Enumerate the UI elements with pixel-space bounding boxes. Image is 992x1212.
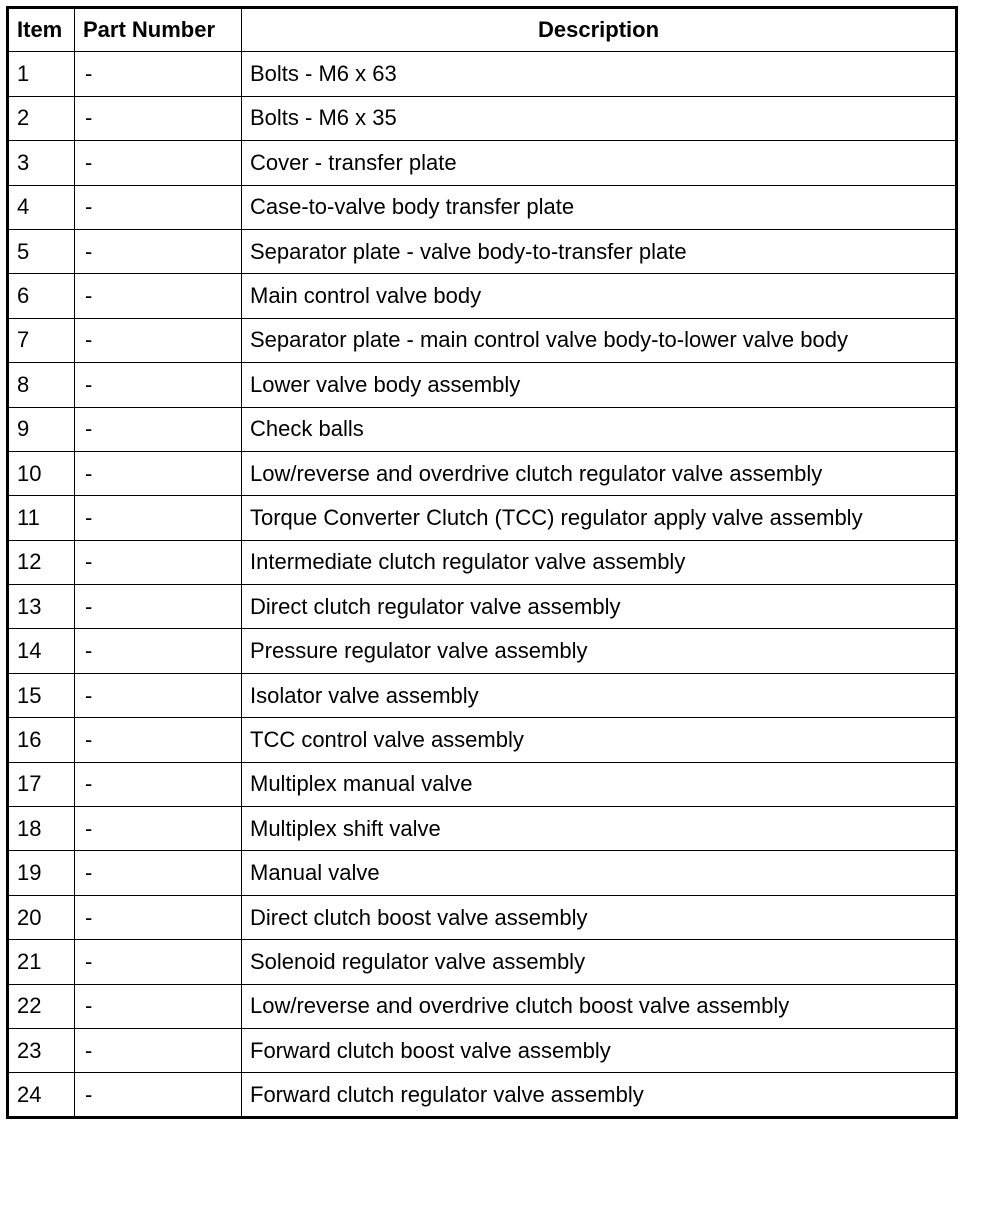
cell-item: 18 <box>8 807 75 851</box>
cell-description: Cover - transfer plate <box>242 141 957 185</box>
cell-item: 3 <box>8 141 75 185</box>
cell-part-number: - <box>75 496 242 540</box>
cell-description: Intermediate clutch regulator valve assembly <box>242 540 957 584</box>
cell-item: 2 <box>8 96 75 140</box>
cell-part-number: - <box>75 274 242 318</box>
cell-part-number: - <box>75 762 242 806</box>
cell-part-number: - <box>75 940 242 984</box>
cell-item: 10 <box>8 451 75 495</box>
cell-description: Forward clutch regulator valve assembly <box>242 1073 957 1117</box>
cell-part-number: - <box>75 718 242 762</box>
cell-item: 21 <box>8 940 75 984</box>
cell-item: 5 <box>8 229 75 273</box>
cell-item: 19 <box>8 851 75 895</box>
table-row <box>8 540 957 584</box>
cell-item: 7 <box>8 318 75 362</box>
cell-description: Isolator valve assembly <box>242 673 957 717</box>
cell-item: 22 <box>8 984 75 1028</box>
table-row <box>8 52 957 96</box>
cell-part-number: - <box>75 673 242 717</box>
cell-item: 8 <box>8 363 75 407</box>
table-row <box>8 141 957 185</box>
table-row <box>8 318 957 362</box>
cell-part-number: - <box>75 318 242 362</box>
cell-item: 16 <box>8 718 75 762</box>
cell-item: 23 <box>8 1028 75 1072</box>
cell-description: Bolts - M6 x 63 <box>242 52 957 96</box>
table-row <box>8 274 957 318</box>
cell-part-number: - <box>75 407 242 451</box>
table-row <box>8 984 957 1028</box>
cell-description: Low/reverse and overdrive clutch regulator valve assembly <box>242 451 957 495</box>
cell-description: Separator plate - main control valve body-to-lower valve body <box>242 318 957 362</box>
table-row <box>8 1028 957 1072</box>
cell-description: Forward clutch boost valve assembly <box>242 1028 957 1072</box>
cell-item: 20 <box>8 895 75 939</box>
cell-part-number: - <box>75 851 242 895</box>
table-row <box>8 673 957 717</box>
cell-description: Separator plate - valve body-to-transfer plate <box>242 229 957 273</box>
table-row <box>8 762 957 806</box>
cell-part-number: - <box>75 229 242 273</box>
cell-description: Main control valve body <box>242 274 957 318</box>
header-item: Item <box>8 8 75 52</box>
header-description: Description <box>242 8 957 52</box>
cell-description: Lower valve body assembly <box>242 363 957 407</box>
cell-part-number: - <box>75 984 242 1028</box>
cell-item: 13 <box>8 585 75 629</box>
cell-description: TCC control valve assembly <box>242 718 957 762</box>
cell-item: 14 <box>8 629 75 673</box>
table-row <box>8 451 957 495</box>
cell-description: Low/reverse and overdrive clutch boost valve assembly <box>242 984 957 1028</box>
cell-item: 24 <box>8 1073 75 1117</box>
cell-description: Case-to-valve body transfer plate <box>242 185 957 229</box>
cell-part-number: - <box>75 141 242 185</box>
table-body <box>8 52 957 1117</box>
table-row <box>8 96 957 140</box>
cell-item: 6 <box>8 274 75 318</box>
header-part-number: Part Number <box>75 8 242 52</box>
cell-part-number: - <box>75 96 242 140</box>
cell-part-number: - <box>75 185 242 229</box>
cell-part-number: - <box>75 1028 242 1072</box>
table-header <box>8 8 957 52</box>
table-row <box>8 1073 957 1117</box>
cell-part-number: - <box>75 540 242 584</box>
table-row <box>8 807 957 851</box>
table-row <box>8 718 957 762</box>
cell-item: 11 <box>8 496 75 540</box>
table-row <box>8 851 957 895</box>
cell-part-number: - <box>75 52 242 96</box>
cell-part-number: - <box>75 629 242 673</box>
cell-item: 12 <box>8 540 75 584</box>
cell-description: Multiplex manual valve <box>242 762 957 806</box>
cell-description: Manual valve <box>242 851 957 895</box>
parts-table <box>6 6 958 1119</box>
cell-description: Torque Converter Clutch (TCC) regulator apply valve assembly <box>242 496 957 540</box>
table-row <box>8 496 957 540</box>
cell-item: 9 <box>8 407 75 451</box>
cell-description: Direct clutch boost valve assembly <box>242 895 957 939</box>
cell-part-number: - <box>75 807 242 851</box>
cell-item: 1 <box>8 52 75 96</box>
cell-item: 15 <box>8 673 75 717</box>
cell-part-number: - <box>75 585 242 629</box>
cell-description: Direct clutch regulator valve assembly <box>242 585 957 629</box>
cell-description: Check balls <box>242 407 957 451</box>
cell-item: 4 <box>8 185 75 229</box>
table-row <box>8 585 957 629</box>
cell-part-number: - <box>75 451 242 495</box>
cell-item: 17 <box>8 762 75 806</box>
table-row <box>8 629 957 673</box>
cell-part-number: - <box>75 1073 242 1117</box>
table-row <box>8 895 957 939</box>
header-row <box>8 8 957 52</box>
table-row <box>8 363 957 407</box>
cell-part-number: - <box>75 895 242 939</box>
table-row <box>8 940 957 984</box>
table-row <box>8 407 957 451</box>
table-row <box>8 229 957 273</box>
cell-description: Solenoid regulator valve assembly <box>242 940 957 984</box>
cell-description: Multiplex shift valve <box>242 807 957 851</box>
table-row <box>8 185 957 229</box>
cell-description: Bolts - M6 x 35 <box>242 96 957 140</box>
cell-description: Pressure regulator valve assembly <box>242 629 957 673</box>
cell-part-number: - <box>75 363 242 407</box>
